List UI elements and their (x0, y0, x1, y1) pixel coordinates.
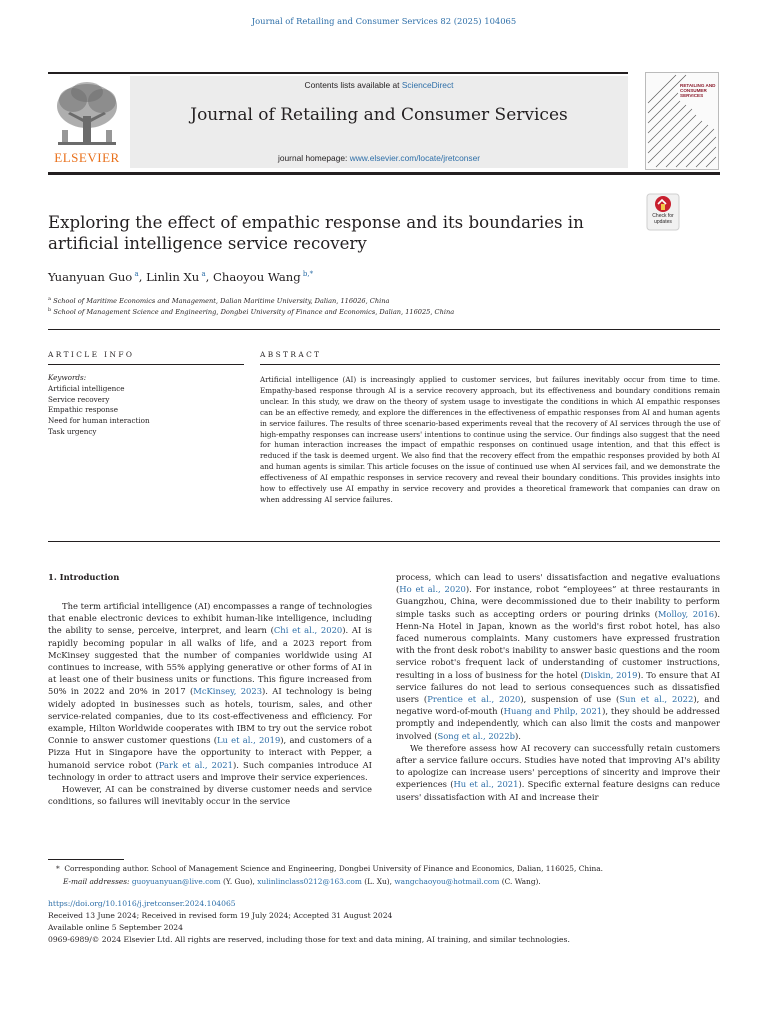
corresponding-text: Corresponding author. School of Management Science and Engineering, Dongbei University of Finance and Economics, Dalian, 116025, China. (64, 864, 604, 873)
paragraph-text: process, which can lead to users' dissatisfaction and negative evaluations ( (396, 572, 720, 595)
article-title: Exploring the effect of empathic response and its boundaries in artificial intelligence service recovery (48, 213, 584, 253)
body-column-right (396, 571, 720, 803)
body-column-left (48, 600, 372, 807)
body-paragraph (396, 742, 720, 803)
body-paragraph (48, 783, 372, 807)
email-owner: (Y. Guo), (220, 877, 258, 886)
paragraph-text: ). To ensure that AI service failures do not lead to serious consequences such as dissatisfied users ( (396, 669, 720, 705)
citation-link[interactable]: Molloy, 2016 (657, 608, 715, 619)
affiliation-mark: b (48, 307, 52, 313)
journal-cover-thumbnail[interactable] (645, 72, 719, 170)
cover-title: RETAILING AND CONSUMER SERVICES (680, 83, 716, 99)
crossmark-label: Check for updates (652, 213, 674, 225)
citation-link[interactable]: Chi et al., 2020 (273, 625, 343, 636)
available-online: Available online 5 September 2024 (48, 923, 183, 932)
email-link[interactable]: wangchaoyou@hotmail.com (394, 877, 500, 886)
citation-link[interactable]: Prentice et al., 2020 (427, 694, 521, 705)
paragraph-text: ). AI is rapidly becoming popular in all walks of life, and a 2023 report from McKinsey suggested that the number of companies worldwide using AI continues to increase, with 55% applying generative or other forms of AI in at least one of their business units or functions. This figure increased from 50% in 2022 and 20% in 2017 ( (48, 625, 372, 697)
divider (48, 364, 244, 365)
contents-prefix: Contents lists available at (304, 80, 402, 90)
author-separator: , (138, 270, 147, 284)
paragraph-text: ). For instance, robot “employees” at three restaurants in Guangzhou, China, were decommissioned due to their inability to perform simple tasks such as accepting orders or pouring drinks ( (396, 584, 720, 619)
paragraph-text: ), and customers of a Pizza Hut in Singapore have the opportunity to interact with Pepper, a humanoid service robot ( (48, 735, 373, 770)
keyword-item: Need for human interaction (48, 416, 150, 426)
elsevier-wordmark: ELSEVIER (54, 150, 120, 165)
author-name: Chaoyou Wang (213, 270, 301, 284)
author-separator: , (205, 270, 214, 284)
author-affiliation-mark[interactable]: b,* (300, 270, 314, 279)
contents-available-line (130, 80, 628, 90)
email-owner: (L. Xu), (361, 877, 395, 886)
paragraph-text: ). Specific external feature designs can reduce users' dissatisfaction with AI and increase their (396, 779, 720, 802)
abstract-text: Artificial intelligence (AI) is increasingly applied to customer services, but failures inevitably occur from time to time. Empathy-based response through AI is a service recovery approach, but its effectiveness and boundary conditions remain unclear. In this study, we draw on the theory of system usage to investigate the conditions in which AI empathic responses can be an effective remedy, and explore the differences in the effectiveness of empathic responses from AI and human agents in service failures. The results of three scenario-based experiments reveal that the recovery of AI services through the use of high-empathy responses can increase users' intentions to continue using the service. Our findings also suggest that the need for human interaction increases the impact of empathic responses on continued usage intention, and that this effect is reduced if the task is deemed urgent. We also find that the recovery effect from the empathic responses provided by both AI and human agents is similar. This article focuses on the issue of continued use when AI services fail, and we demonstrate the effectiveness of AI empathic responses in service recovery and reveal their boundary conditions. This provides insights into how to effectively use AI empathy in service recovery and provides a theoretical framework that companies can draw on when addressing AI service failures. (260, 375, 720, 504)
paragraph-text: ). Henn-Na Hotel in Japan, known as the world's first robot hotel, has also faced numerous complaints. Many customers have expressed frustration with the front desk robot's inability to answer basic questions and the room service robot's frequent lack of understanding of customer instructions, resulting in a loss of business for the hotel ( (396, 608, 720, 680)
paragraph-text: ). AI technology is being widely adopted in businesses such as hotels, tourism, sales, and other service-related companies, due to its cost-effectiveness and efficiency. For example, Hilton Worldwide cooperates with IBM to try out the service robot Connie to answer customer questions ( (48, 686, 372, 746)
keyword-item: Empathic response (48, 405, 118, 415)
keyword-list (48, 384, 244, 438)
author-name: Yuanyuan Guo (48, 270, 133, 284)
paragraph-text: ). Such companies introduce AI technology in order to attract users and improve their service experiences. (48, 759, 372, 782)
keyword-item: Task urgency (48, 426, 97, 436)
author-name: Linlin Xu (146, 270, 200, 284)
keywords-label: Keywords: (48, 373, 87, 382)
paragraph-text: We therefore assess how AI recovery can successfully retain customers after a service failure occurs. Studies have noted that improving AI's ability to apologize can increase users' perceptions of sincerity and improve their experiences ( (396, 742, 720, 790)
journal-name: Journal of Retailing and Consumer Services (190, 105, 568, 125)
email-label: E-mail addresses: (63, 877, 130, 886)
divider (48, 541, 720, 542)
homepage-prefix: journal homepage: (277, 153, 350, 163)
affiliation-text: School of Management Science and Engineering, Dongbei University of Finance and Economics, Dalian, 116025, China (53, 308, 455, 317)
body-paragraph (396, 571, 720, 742)
citation-link[interactable]: Lu et al., 2019 (217, 735, 281, 746)
author-affiliation-mark[interactable]: a (199, 270, 206, 279)
paragraph-text: The term artificial intelligence (AI) encompasses a range of technologies that enable electronic devices to exhibit human-like intelligence, including the ability to sense, perceive, interpret, and learn ( (48, 601, 372, 636)
citation-link[interactable]: Huang and Philp, 2021 (503, 706, 603, 717)
citation-link[interactable]: Song et al., 2022b (437, 730, 516, 741)
doi-link[interactable]: https://doi.org/10.1016/j.jretconser.2024.104065 (48, 899, 236, 908)
affiliation-b (48, 307, 454, 316)
journal-reference[interactable]: Journal of Retailing and Consumer Services 82 (2025) 104065 (251, 16, 517, 26)
email-owner: (C. Wang). (499, 877, 541, 886)
email-link[interactable]: guoyuanyuan@live.com (131, 877, 221, 886)
divider (260, 364, 720, 365)
paragraph-text: However, AI can be constrained by diverse customer needs and service conditions, so failures will inevitably occur in the service (48, 784, 372, 807)
citation-link[interactable]: Hu et al., 2021 (453, 779, 519, 790)
footnote-star: * (56, 864, 65, 873)
journal-homepage-link[interactable]: www.elsevier.com/locate/jretconser (349, 153, 481, 163)
paragraph-text: ). (515, 730, 521, 741)
footnote-rule (48, 859, 124, 860)
affiliation-a (48, 296, 389, 305)
affiliation-text: School of Maritime Economics and Management, Dalian Maritime University, Dalian, 116026, China (53, 297, 390, 306)
section-heading-introduction: 1. Introduction (48, 572, 120, 582)
paragraph-text: ), suspension of use ( (520, 694, 620, 705)
sciencedirect-link[interactable]: ScienceDirect (401, 80, 454, 90)
citation-link[interactable]: Park et al., 2021 (158, 759, 233, 770)
citation-link[interactable]: Ho et al., 2020 (399, 584, 466, 595)
body-paragraph (48, 600, 372, 783)
paragraph-text: ), and negative word-of-mouth ( (396, 694, 720, 717)
citation-link[interactable]: McKinsey, 2023 (193, 686, 263, 697)
email-link[interactable]: xulinlinclass0212@163.com (257, 877, 362, 886)
copyright-notice: 0969-6989/© 2024 Elsevier Ltd. All rights are reserved, including those for text and data mining, AI training, and similar technologies. (48, 935, 570, 944)
masthead-top-rule (48, 72, 628, 74)
journal-homepage-line (130, 153, 628, 163)
abstract-heading: ABSTRACT (260, 350, 322, 359)
article-info-heading: ARTICLE INFO (48, 350, 135, 359)
citation-link[interactable]: Diskin, 2019 (583, 669, 638, 680)
author-affiliation-mark[interactable]: a (132, 270, 139, 279)
paragraph-text: ), they should be addressed promptly and independently, which can also limit the costs and manpower involved ( (396, 706, 720, 741)
masthead-bottom-rule (48, 172, 720, 175)
affiliation-mark: a (48, 296, 51, 302)
keyword-item: Service recovery (48, 394, 110, 404)
email-list (132, 877, 541, 886)
crossmark-icon[interactable] (646, 193, 680, 231)
author-list (48, 270, 313, 284)
corresponding-author-footnote (56, 864, 720, 875)
citation-link[interactable]: Sun et al., 2022 (619, 694, 694, 705)
keywords-block (48, 373, 244, 438)
received-dates: Received 13 June 2024; Received in revised form 19 July 2024; Accepted 31 August 2024 (48, 911, 393, 920)
keyword-item: Artificial intelligence (48, 383, 125, 393)
email-footnote (63, 877, 720, 888)
divider (48, 329, 720, 330)
